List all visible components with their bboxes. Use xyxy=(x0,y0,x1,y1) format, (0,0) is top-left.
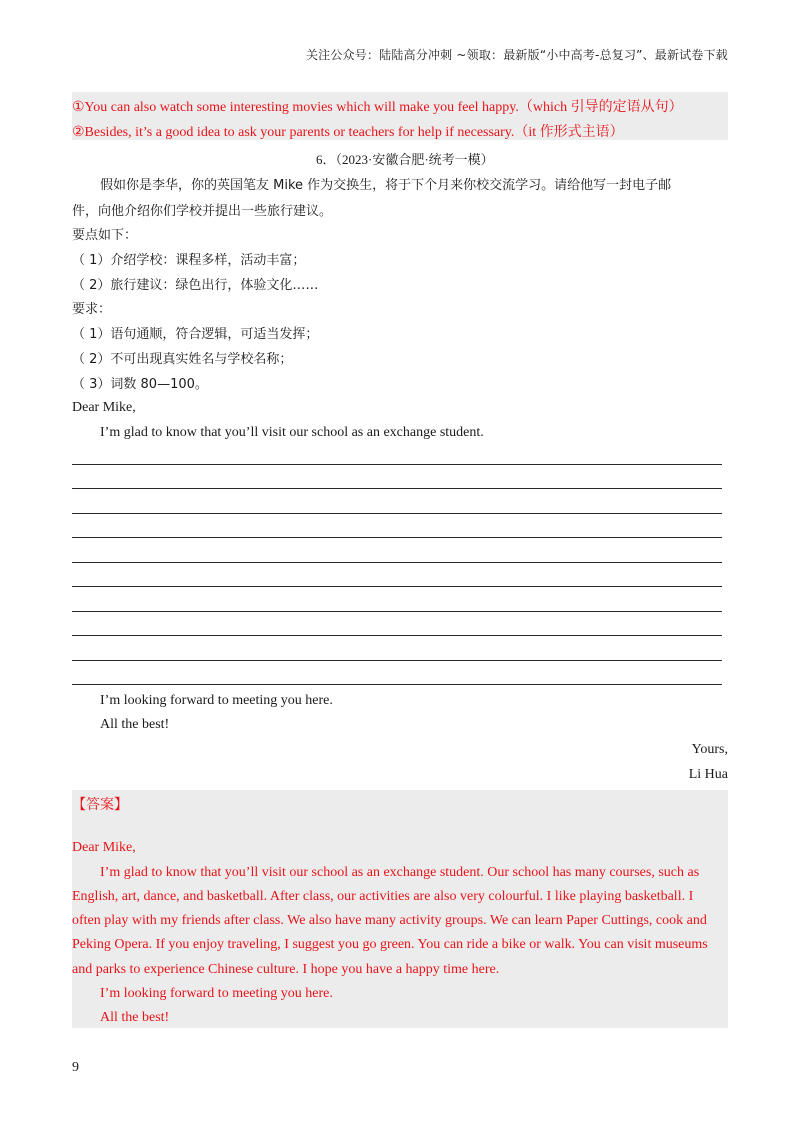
answer-greeting: Dear Mike, xyxy=(72,840,136,855)
page-header: 关注公众号：陆陆高分冲刺 ~领取：最新版“小中高考-总复习”、最新试卷下载 xyxy=(305,48,728,62)
answer-line-1: I’m glad to know that you’ll visit our school as an exchange student. Our school has many courses, such as xyxy=(100,865,700,880)
requirement-item-3: （ 3）词数 80—100。 xyxy=(72,377,208,392)
page-number: 9 xyxy=(72,1060,79,1075)
requirement-item-2: （ 2）不可出现真实姓名与学校名称； xyxy=(72,352,293,367)
writing-line xyxy=(72,660,722,661)
prompt-line-2: 件，向他介绍你们学校并提出一些旅行建议。 xyxy=(72,204,333,219)
writing-line xyxy=(72,488,722,489)
writing-line xyxy=(72,513,722,514)
letter-greeting: Dear Mike, xyxy=(72,400,136,415)
tip-line-1: ①You can also watch some interesting movies which will make you feel happy.（which 引导的定语从句） xyxy=(72,100,683,115)
points-heading: 要点如下： xyxy=(72,228,138,243)
answer-label: 【答案】 xyxy=(72,797,128,813)
letter-signoff: Yours, xyxy=(691,742,728,757)
writing-line xyxy=(72,586,722,587)
answer-line-2: English, art, dance, and basketball. After class, our activities are also very colourful. I like playing basketball. I xyxy=(72,889,694,904)
letter-signature: Li Hua xyxy=(688,767,728,782)
point-item-2: （ 2）旅行建议：绿色出行，体验文化…… xyxy=(72,278,319,293)
answer-line-3: often play with my friends after class. We also have many activity groups. We can learn Paper Cuttings, cook and xyxy=(72,913,707,928)
point-item-1: （ 1）介绍学校：课程多样，活动丰富； xyxy=(72,253,306,268)
answer-line-5: and parks to experience Chinese culture. I hope you have a happy time here. xyxy=(72,962,500,977)
prompt-line-1: 假如你是李华，你的英国笔友 Mike 作为交换生，将于下个月来你校交流学习。请给他写一封电子邮 xyxy=(100,178,672,193)
writing-line xyxy=(72,562,722,563)
question-title: 6．（2023·安徽合肥·统考一模） xyxy=(316,152,494,167)
answer-closing-2: All the best! xyxy=(100,1010,170,1025)
writing-line xyxy=(72,684,722,685)
writing-line xyxy=(72,537,722,538)
letter-closing-1: I’m looking forward to meeting you here. xyxy=(100,693,333,708)
answer-line-4: Peking Opera. If you enjoy traveling, I suggest you go green. You can ride a bike or walk. You can visit museums xyxy=(72,937,708,952)
answer-closing-1: I’m looking forward to meeting you here. xyxy=(100,986,333,1001)
requirements-heading: 要求： xyxy=(72,302,112,317)
writing-line xyxy=(72,635,722,636)
requirement-item-1: （ 1）语句通顺，符合逻辑，可适当发挥； xyxy=(72,327,319,342)
letter-closing-2: All the best! xyxy=(100,717,170,732)
letter-opening: I’m glad to know that you’ll visit our school as an exchange student. xyxy=(100,425,484,440)
tip-line-2: ②Besides, it’s a good idea to ask your parents or teachers for help if necessary.（it 作形式主语） xyxy=(72,125,624,140)
writing-line xyxy=(72,611,722,612)
writing-line xyxy=(72,464,722,465)
